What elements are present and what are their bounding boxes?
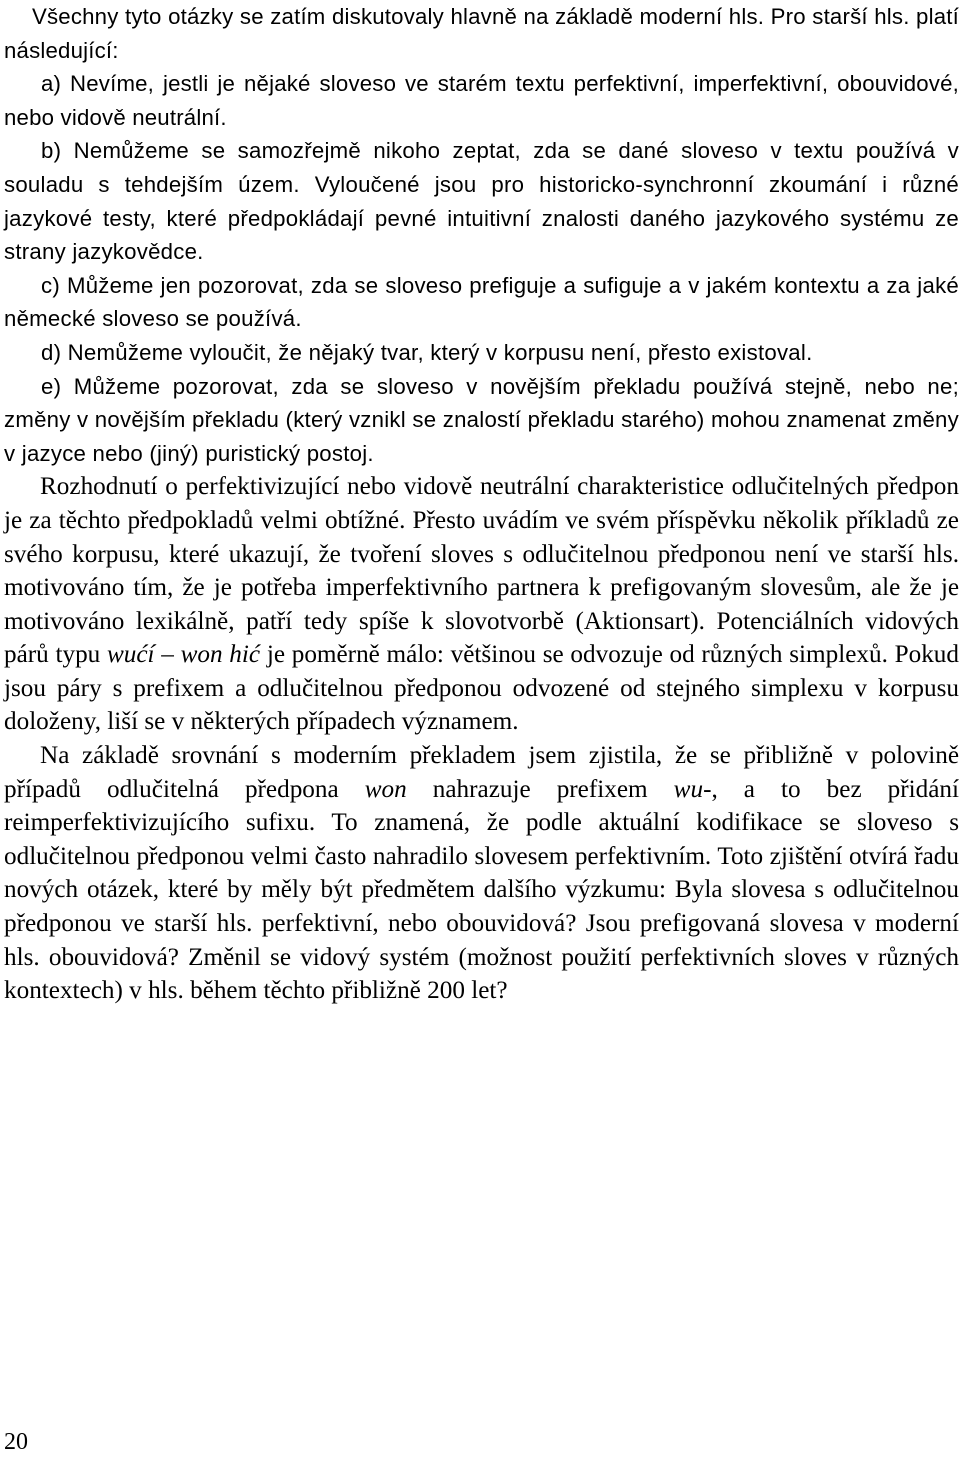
paragraph-comparison-part2: nahrazuje prefixem [406, 775, 674, 803]
paragraph-decision-part2: je poměrně málo: většinou se odvozuje od různých simplexů. Pokud jsou páry s prefixem a odlučitelnou předponou odvozené od stejného simplexu v korpusu doloženy, liší se v některých případech významem. [4, 641, 959, 736]
paragraph-decision-part1: Rozhodnutí o perfektivizující nebo vidově neutrální charakteristice odlučitelných předpon je za těchto předpokladů velmi obtížné. Přesto uvádím ve svém příspěvku několik příkladů ze svého korpusu, které ukazují, že tvoření sloves s odlučitelnou předponou není ve starší hls. motivováno tím, že je potřeba imperfektivního partnera k prefigovaným slovesům, ale že je motivováno lexikálně, patří tedy spíše k slovotvorbě (Aktionsart). Potenciálních vidových párů typu [4, 473, 959, 669]
paragraph-comparison-part3: , a to bez přidání reimperfektivizujícího sufixu. To znamená, že podle aktuální kodifikace se sloveso s odlučitelnou předponou velmi často nahradilo slovesem perfektivním. Toto zjištění otvírá řadu nových otázek, které by měly být předmětem dalšího výzkumu: Byla slovesa s odlučitelnou předponou ve starší hls. perfektivní, nebo obouvidová? Jsou prefigovaná slovesa v moderní hls. obouvidová? Změnil se vidový systém (možnost použití perfektivních sloves v různých kontextech) v hls. během těchto přibližně 200 let? [4, 775, 960, 1005]
paragraph-intro: Všechny tyto otázky se zatím diskutovaly hlavně na základě moderní hls. Pro starší hls. platí následující: [4, 4, 959, 63]
paragraph-comparison-part1: Na základě srovnání s moderním překladem jsem zjistila, že se přibližně v polovině případů odlučitelná předpona [4, 742, 959, 803]
term-wu: wu- [673, 775, 712, 803]
list-item-c: c) Můžeme jen pozorovat, zda se sloveso prefiguje a sufiguje a v jakém kontextu a za jaké německé sloveso se používá. [4, 272, 959, 332]
list-item-e: e) Můžeme pozorovat, zda se sloveso v novějším překladu používá stejně, nebo ne; změny v novějším překladu (který vznikl se znalostí překladu starého) mohou znamenat změny v jazyce nebo (jiný) puristický postoj. [4, 373, 959, 466]
list-item-b: b) Nemůžeme se samozřejmě nikoho zeptat, zda se dané sloveso v textu používá v souladu s tehdejším územ. Vyloučené jsou pro historicko-synchronní zkoumání i různé jazykové testy, které předpokládají pevné intuitivní znalosti daného jazykového systému ze strany jazykovědce. [4, 138, 959, 265]
paragraph-comparison [4, 739, 959, 1008]
list-item-a: a) Nevíme, jestli je nějaké sloveso ve starém textu perfektivní, imperfektivní, obouvidové, nebo vidově neutrální. [4, 71, 959, 130]
body-text [4, 0, 959, 1008]
list-item-d: d) Nemůžeme vyloučit, že nějaký tvar, který v korpusu není, přesto existoval. [41, 339, 813, 365]
page-number: 20 [4, 1429, 28, 1455]
example-verb-pair: wućí – won hić [106, 641, 261, 669]
paragraph-decision [4, 470, 959, 739]
term-won: won [364, 775, 407, 803]
